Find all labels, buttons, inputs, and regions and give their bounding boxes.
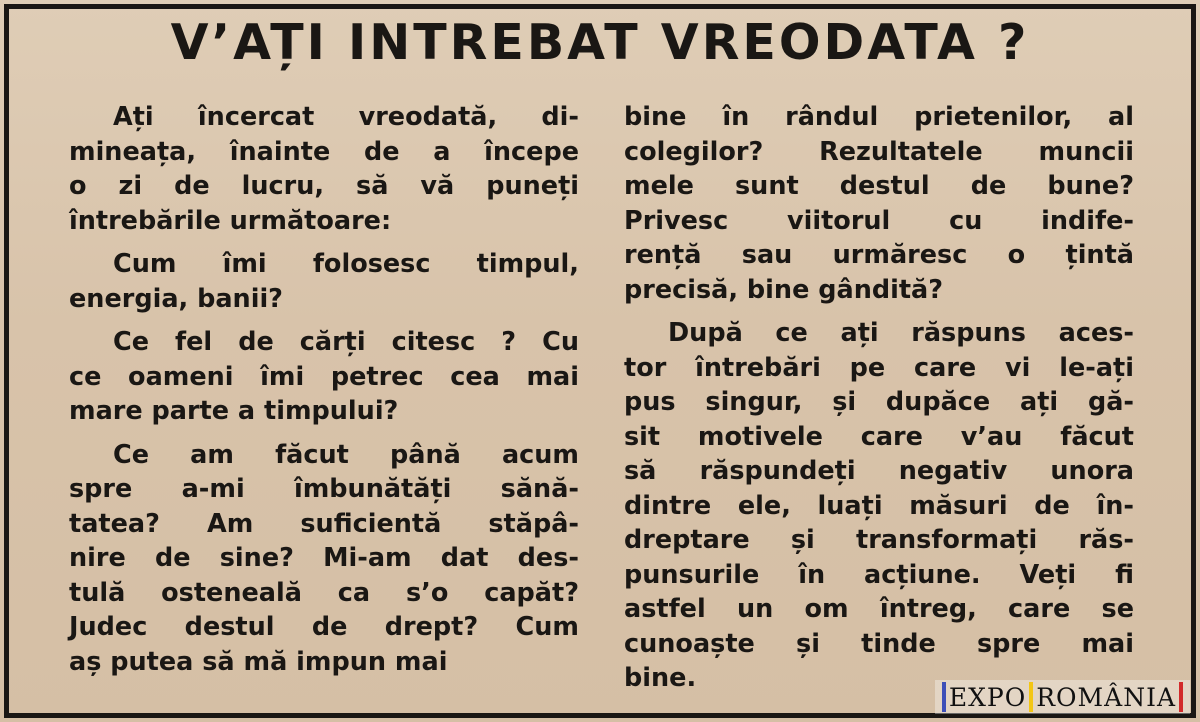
text-line: mineața, înainte de a începe (69, 136, 579, 167)
article-title: V’AȚI INTREBAT VREODATA ? (170, 14, 1030, 71)
text-line: Ați încercat vreodată, di- (113, 102, 579, 132)
watermark-blue-bar (942, 682, 946, 712)
text-line: întrebările următoare: (69, 205, 392, 236)
text-line: Ce am făcut până acum (113, 439, 579, 470)
text-line: energia, banii? (69, 283, 283, 314)
text-line: astfel un om întreg, care se (624, 594, 1134, 624)
watermark-word-romania: ROMÂNIA (1036, 682, 1176, 712)
watermark-word-expo: EXPO (948, 682, 1027, 712)
text-line: spre a-mi îmbunătăți sănă- (69, 474, 579, 504)
text-line: punsurile în acțiune. Veți fi (624, 559, 1134, 590)
text-line: aș putea să mă impun mai (69, 646, 448, 677)
text-line: pus singur, și dupăce ați gă- (624, 387, 1134, 417)
text-line: Ce fel de cărți citesc ? Cu (113, 327, 579, 357)
text-line: bine. (624, 663, 697, 693)
paragraph (69, 247, 579, 316)
text-line: Judec destul de drept? Cum (69, 612, 579, 642)
text-line: mare parte a timpului? (69, 396, 399, 426)
right-column (624, 100, 1134, 705)
text-line: colegilor? Rezultatele muncii (624, 136, 1134, 167)
text-line: nire de sine? Mi-am dat des- (69, 543, 579, 573)
watermark-red-bar (1179, 682, 1183, 712)
text-line: dreptare și transformați răs- (624, 525, 1134, 555)
expo-romania-watermark (935, 680, 1190, 714)
left-column (69, 100, 579, 688)
text-line: să răspundeți negativ unora (624, 456, 1134, 486)
text-line: rență sau urmăresc o țintă (624, 240, 1134, 270)
text-line: ce oameni îmi petrec cea mai (69, 361, 579, 392)
text-line: o zi de lucru, să vă puneți (69, 171, 579, 201)
text-line: sit motivele care v’au făcut (624, 421, 1134, 452)
paragraph (624, 316, 1134, 696)
text-line: mele sunt destul de bune? (624, 171, 1134, 201)
text-line: cunoaște și tinde spre mai (624, 628, 1134, 659)
text-line: tulă osteneală ca s’o capăt? (69, 577, 579, 608)
text-line: tor întrebări pe care vi le-ați (624, 352, 1134, 383)
paragraph (69, 325, 579, 429)
text-line: bine în rândul prietenilor, al (624, 102, 1134, 132)
paragraph (69, 438, 579, 680)
text-line: dintre ele, luați măsuri de în- (624, 490, 1134, 521)
watermark-yellow-bar (1029, 682, 1033, 712)
text-line: Cum îmi folosesc timpul, (113, 249, 579, 279)
text-line: tatea? Am suficientă stăpâ- (69, 508, 579, 539)
paragraph (69, 100, 579, 238)
text-line: După ce ați răspuns aces- (668, 318, 1134, 348)
text-line: Privesc viitorul cu indife- (624, 205, 1134, 236)
text-line: precisă, bine gândită? (624, 274, 944, 305)
paragraph (624, 100, 1134, 307)
